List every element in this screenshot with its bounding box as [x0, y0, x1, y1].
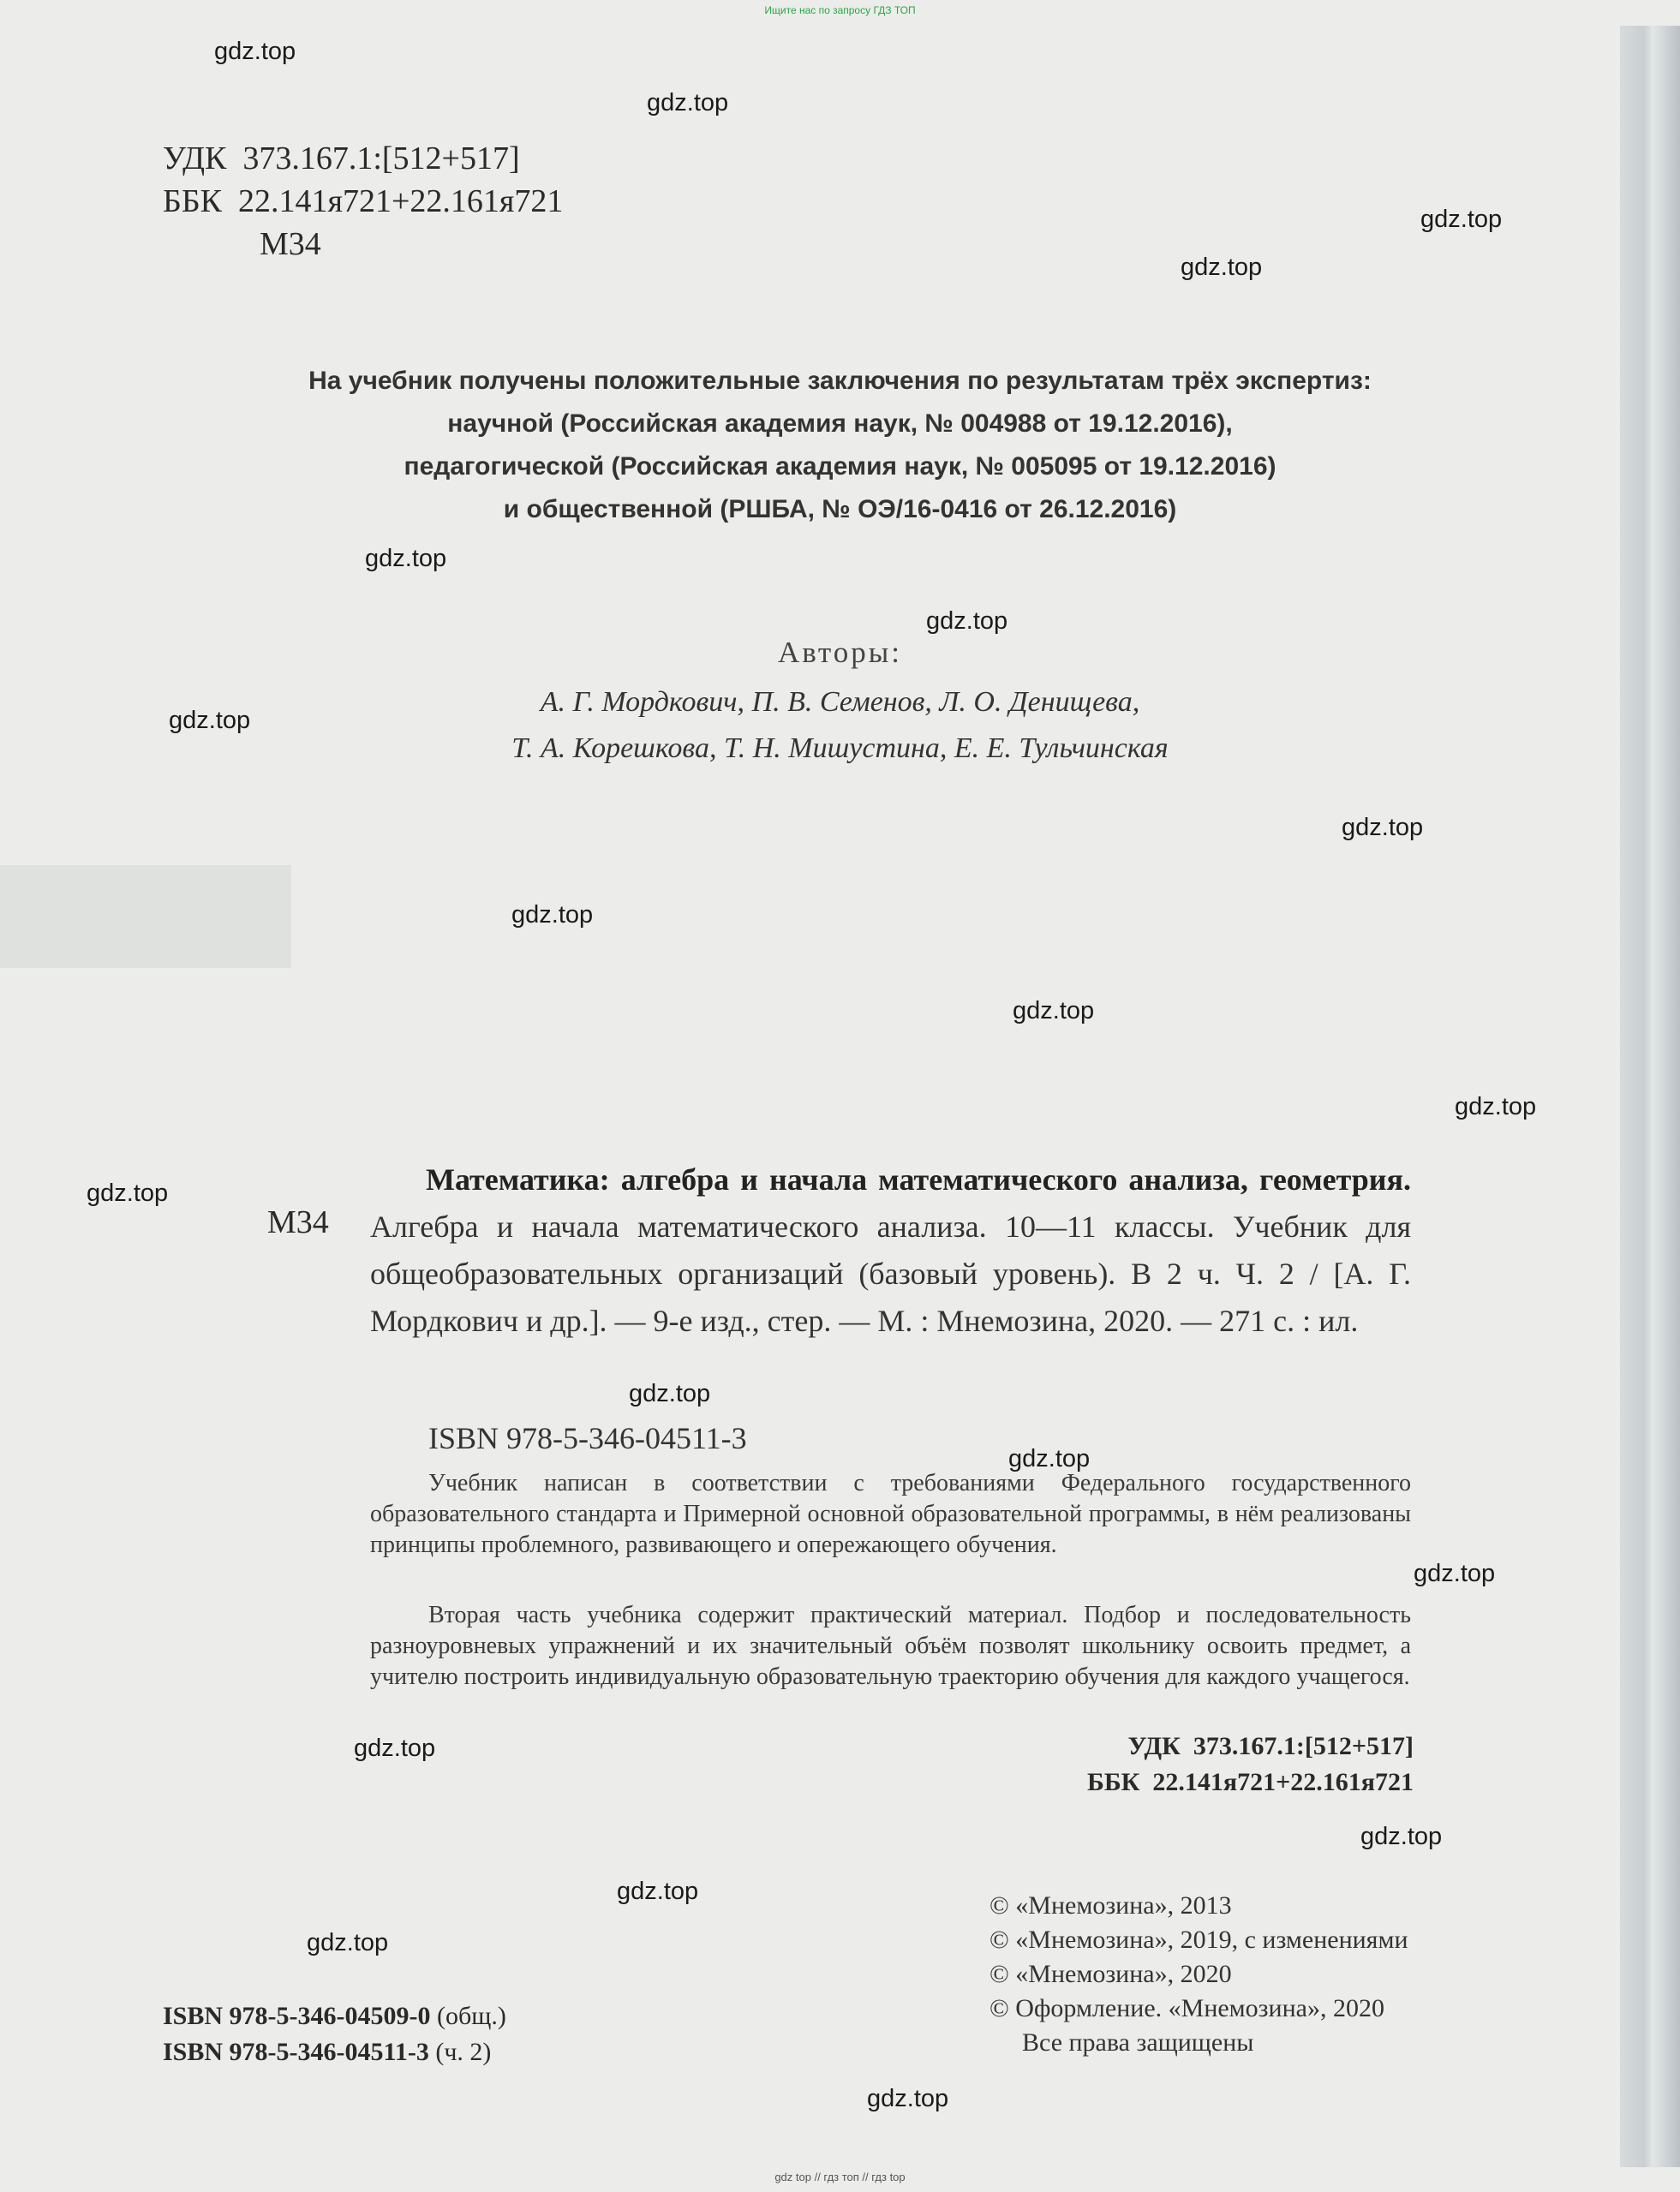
- copyright-line: © «Мнемозина», 2020: [989, 1960, 1232, 1988]
- authors-line: А. Г. Мордкович, П. В. Семенов, Л. О. Денищева,: [540, 686, 1140, 718]
- copyright-line: © Оформление. «Мнемозина», 2020: [989, 1994, 1384, 2022]
- isbn-list: [163, 1998, 506, 2070]
- annotation-text: Учебник написан в соответствии с требованиями Федерального государственного образовательного стандарта и Примерной основной образовательной программы, в нём реализованы принципы проблемного, развивающего и опережающего обучения.: [370, 1470, 1411, 1558]
- rights-reserved: Все права защищены: [1022, 2028, 1254, 2057]
- bbk-code: ББК 22.141я721+22.161я721: [1087, 1768, 1414, 1796]
- watermark: gdz.top: [87, 1180, 169, 1207]
- watermark: gdz.top: [617, 1878, 699, 1905]
- watermark: gdz.top: [1414, 1560, 1496, 1587]
- authors-list: [0, 679, 1680, 772]
- watermark: gdz.top: [926, 607, 1008, 635]
- annotation-paragraph-2: [370, 1600, 1411, 1693]
- watermark: gdz.top: [1420, 206, 1503, 233]
- copyright-line: © «Мнемозина», 2013: [989, 1891, 1232, 1920]
- watermark: gdz.top: [1181, 254, 1263, 281]
- watermark: gdz.top: [629, 1380, 711, 1407]
- watermark: gdz.top: [1008, 1445, 1091, 1472]
- bbk-code: ББК 22.141я721+22.161я721: [163, 183, 564, 219]
- catalog-title: Математика: алгебра и начала математического анализа, геометрия.: [426, 1162, 1411, 1197]
- watermark: gdz.top: [1342, 814, 1424, 841]
- author-mark: М34: [260, 226, 321, 262]
- approval-notice: [0, 360, 1680, 531]
- watermark: gdz.top: [1455, 1093, 1537, 1120]
- udk-code: УДК 373.167.1:[512+517]: [1127, 1732, 1414, 1760]
- isbn-line: [163, 2034, 506, 2070]
- udk-block-top: [163, 137, 563, 266]
- isbn-number: ISBN 978-5-346-04509-0: [163, 2002, 431, 2030]
- watermark: gdz.top: [365, 545, 447, 572]
- copyright-block: [989, 1889, 1408, 2060]
- approval-line: педагогической (Российская академия наук, № 005095 от 19.12.2016): [404, 452, 1276, 481]
- watermark: gdz.top: [511, 901, 594, 929]
- bottom-banner: gdz top // гдз топ // гдз top: [774, 2171, 906, 2183]
- isbn-line: [163, 1998, 506, 2034]
- watermark: gdz.top: [647, 89, 729, 116]
- catalog-description: Алгебра и начала математического анализа. 10—11 классы. Учебник для общеобразовательных организаций (базовый уровень). В 2 ч. Ч. 2 / [А. Г. Мордкович и др.]. — 9-е изд., стер. — М. : Мнемозина, 2020. — 271 с. : ил.: [370, 1209, 1411, 1338]
- catalog-code: М34: [267, 1204, 329, 1240]
- watermark: gdz.top: [354, 1735, 436, 1762]
- isbn-number: ISBN 978-5-346-04511-3: [163, 2038, 429, 2066]
- page-edge: [1620, 26, 1680, 2167]
- watermark: gdz.top: [1013, 997, 1095, 1024]
- approval-line: На учебник получены положительные заключения по результатам трёх экспертиз:: [308, 367, 1372, 395]
- catalog-entry: [370, 1156, 1411, 1345]
- udk-code: УДК 373.167.1:[512+517]: [163, 140, 520, 176]
- watermark: gdz.top: [867, 2085, 949, 2112]
- copyright-line: © «Мнемозина», 2019, с изменениями: [989, 1926, 1408, 1954]
- authors-line: Т. А. Корешкова, Т. Н. Мишустина, Е. Е. Тульчинская: [511, 732, 1169, 764]
- annotation-text: Вторая часть учебника содержит практический материал. Подбор и последовательность разноуровневых упражнений и их значительный объём позволят школьнику освоить предмет, а учителю построить индивидуальную образовательную траекторию обучения для каждого учащегося.: [370, 1602, 1411, 1690]
- watermark: gdz.top: [307, 1929, 389, 1956]
- catalog-isbn: ISBN 978-5-346-04511-3: [428, 1421, 747, 1455]
- annotation-paragraph-1: [370, 1468, 1411, 1561]
- udk-block-bottom: [857, 1729, 1414, 1801]
- approval-line: и общественной (РШБА, № ОЭ/16-0416 от 26.12.2016): [503, 495, 1177, 523]
- watermark: gdz.top: [169, 707, 251, 734]
- approval-line: научной (Российская академия наук, № 004988 от 19.12.2016),: [447, 409, 1233, 438]
- scan-shadow: [0, 865, 291, 968]
- isbn-note: (общ.): [430, 2002, 506, 2030]
- watermark: gdz.top: [1360, 1823, 1443, 1850]
- watermark: gdz.top: [214, 38, 296, 65]
- top-banner: Ищите нас по запросу ГДЗ ТОП: [764, 4, 916, 16]
- authors-heading: Авторы:: [777, 636, 902, 669]
- isbn-note: (ч. 2): [428, 2038, 492, 2066]
